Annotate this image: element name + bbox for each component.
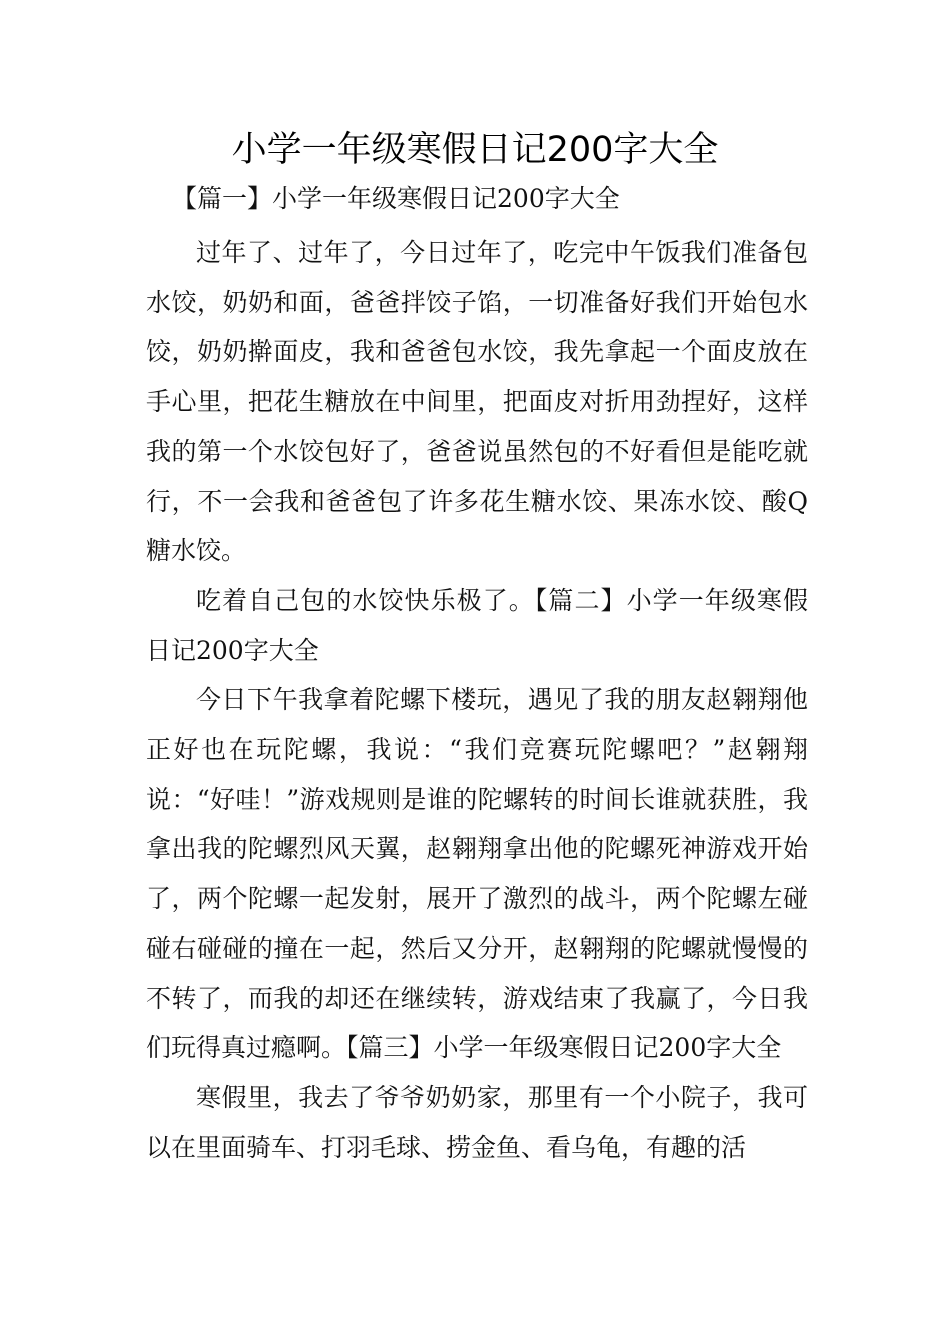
section-heading: 【篇一】小学一年级寒假日记200字大全 bbox=[172, 184, 620, 213]
paragraph-1: 过年了、过年了，今日过年了，吃完中午饭我们准备包水饺，奶奶和面，爸爸拌饺子馅，一切准备好我们开始包水饺，奶奶擀面皮，我和爸爸包水饺，我先拿起一个面皮放在手心里，把花生糖放在中间里，把面皮对折用劲捏好，这样我的第一个水饺包好了，爸爸说虽然包的不好看但是能吃就行，不一会我和爸爸包了许多花生糖水饺、果冻水饺、酸Q糖水饺。 bbox=[146, 238, 808, 566]
document-title: 小学一年级寒假日记200字大全 bbox=[231, 130, 719, 170]
paragraph-3: 今日下午我拿着陀螺下楼玩，遇见了我的朋友赵翱翔他正好也在玩陀螺，我说：“我们竞赛玩陀螺吧？”赵翱翔说：“好哇！”游戏规则是谁的陀螺转的时间长谁就获胜，我拿出我的陀螺烈风天翼，赵翱翔拿出他的陀螺死神游戏开始了，两个陀螺一起发射，展开了激烈的战斗，两个陀螺左碰碰右碰碰的撞在一起，然后又分开，赵翱翔的陀螺就慢慢的不转了，而我的却还在继续转，游戏结束了我赢了，今日我们玩得真过瘾啊。【篇三】小学一年级寒假日记200字大全 bbox=[146, 685, 808, 1063]
paragraph-2: 吃着自己包的水饺快乐极了。【篇二】小学一年级寒假日记200字大全 bbox=[146, 585, 808, 665]
paragraph-4: 寒假里，我去了爷爷奶奶家，那里有一个小院子，我可以在里面骑车、打羽毛球、捞金鱼、看乌龟，有趣的活 bbox=[146, 1082, 808, 1162]
document-body bbox=[146, 228, 808, 1172]
